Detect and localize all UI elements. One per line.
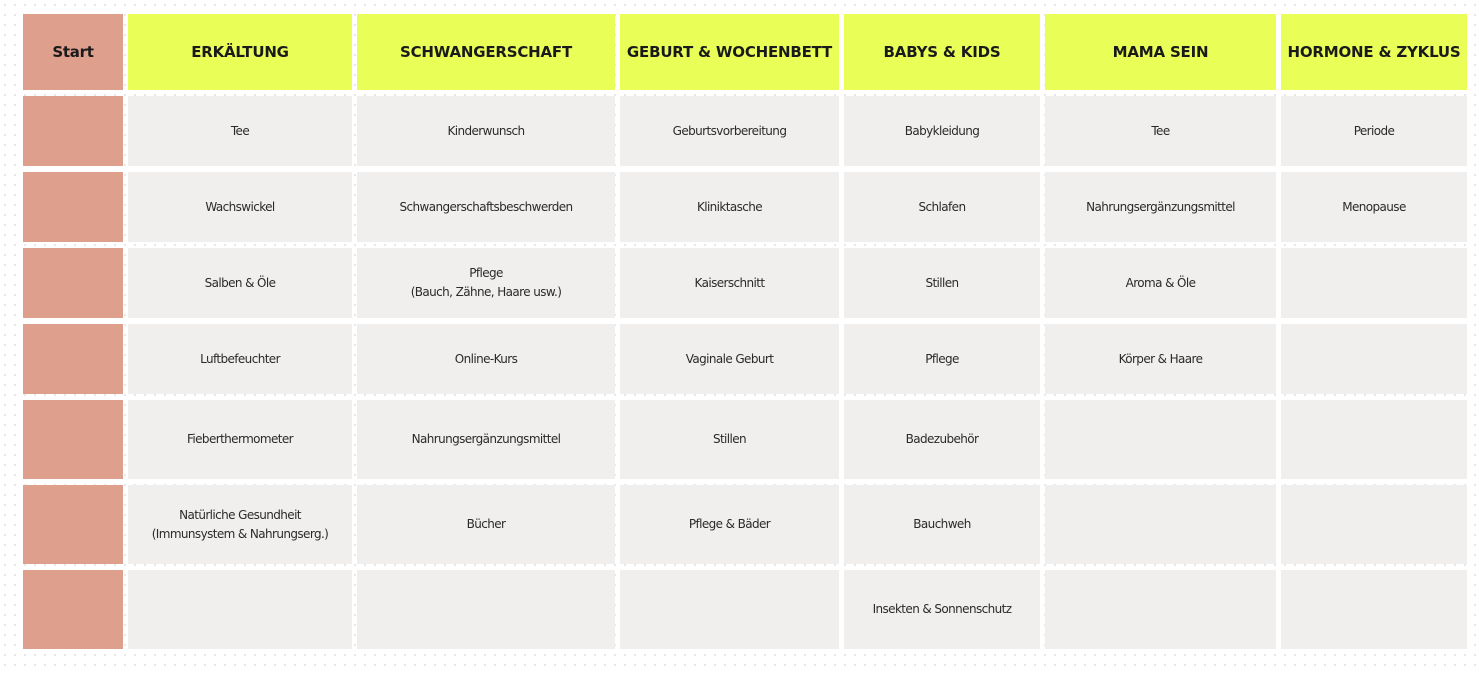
board-cell: Kliniktasche <box>620 172 839 242</box>
board-cell <box>1045 400 1276 479</box>
board-cell: Fieberthermometer <box>128 400 352 479</box>
board-cell: Menopause <box>1281 172 1467 242</box>
board-cell: Vaginale Geburt <box>620 324 839 394</box>
board-cell: Pflege (Bauch, Zähne, Haare usw.) <box>357 248 615 318</box>
board-cell <box>128 570 352 649</box>
board-cell: Pflege & Bäder <box>620 485 839 564</box>
board-cell: Stillen <box>844 248 1040 318</box>
board-cell: Nahrungsergänzungsmittel <box>357 400 615 479</box>
board-cell: Wachswickel <box>128 172 352 242</box>
start-cell <box>23 400 123 479</box>
start-cell <box>23 485 123 564</box>
board-cell <box>1045 485 1276 564</box>
board-cell <box>1281 248 1467 318</box>
board-cell: Salben & Öle <box>128 248 352 318</box>
board-cell <box>1281 485 1467 564</box>
board-cell: Tee <box>1045 96 1276 166</box>
board-cell: Schlafen <box>844 172 1040 242</box>
board-cell <box>620 570 839 649</box>
board-cell <box>1045 570 1276 649</box>
board-cell: Babykleidung <box>844 96 1040 166</box>
board-cell: Online-Kurs <box>357 324 615 394</box>
start-cell <box>23 172 123 242</box>
column-header-schwangerschaft: SCHWANGERSCHAFT <box>357 14 615 90</box>
category-board <box>23 14 1467 649</box>
board-cell <box>1281 570 1467 649</box>
board-cell <box>1281 324 1467 394</box>
board-cell: Stillen <box>620 400 839 479</box>
board-cell: Bauchweh <box>844 485 1040 564</box>
board-cell: Nahrungsergänzungsmittel <box>1045 172 1276 242</box>
start-cell <box>23 324 123 394</box>
board-cell <box>1281 400 1467 479</box>
board-cell: Insekten & Sonnenschutz <box>844 570 1040 649</box>
board-cell: Körper & Haare <box>1045 324 1276 394</box>
board-cell: Kaiserschnitt <box>620 248 839 318</box>
board-cell: Aroma & Öle <box>1045 248 1276 318</box>
start-cell <box>23 248 123 318</box>
board-cell <box>357 570 615 649</box>
board-cell: Tee <box>128 96 352 166</box>
start-cell <box>23 96 123 166</box>
board-cell: Geburtsvorbereitung <box>620 96 839 166</box>
board-cell: Periode <box>1281 96 1467 166</box>
column-header-hormone-zyklus: HORMONE & ZYKLUS <box>1281 14 1467 90</box>
board-cell: Kinderwunsch <box>357 96 615 166</box>
start-cell <box>23 570 123 649</box>
board-cell: Luftbefeuchter <box>128 324 352 394</box>
start-header: Start <box>23 14 123 90</box>
column-header-mama-sein: MAMA SEIN <box>1045 14 1276 90</box>
column-header-geburt-wochenbett: GEBURT & WOCHENBETT <box>620 14 839 90</box>
column-header-babys-kids: BABYS & KIDS <box>844 14 1040 90</box>
board-cell: Natürliche Gesundheit (Immunsystem & Nahrungserg.) <box>128 485 352 564</box>
board-cell: Schwangerschaftsbeschwerden <box>357 172 615 242</box>
board-cell: Badezubehör <box>844 400 1040 479</box>
board-cell: Pflege <box>844 324 1040 394</box>
board-cell: Bücher <box>357 485 615 564</box>
column-header-erkaeltung: ERKÄLTUNG <box>128 14 352 90</box>
